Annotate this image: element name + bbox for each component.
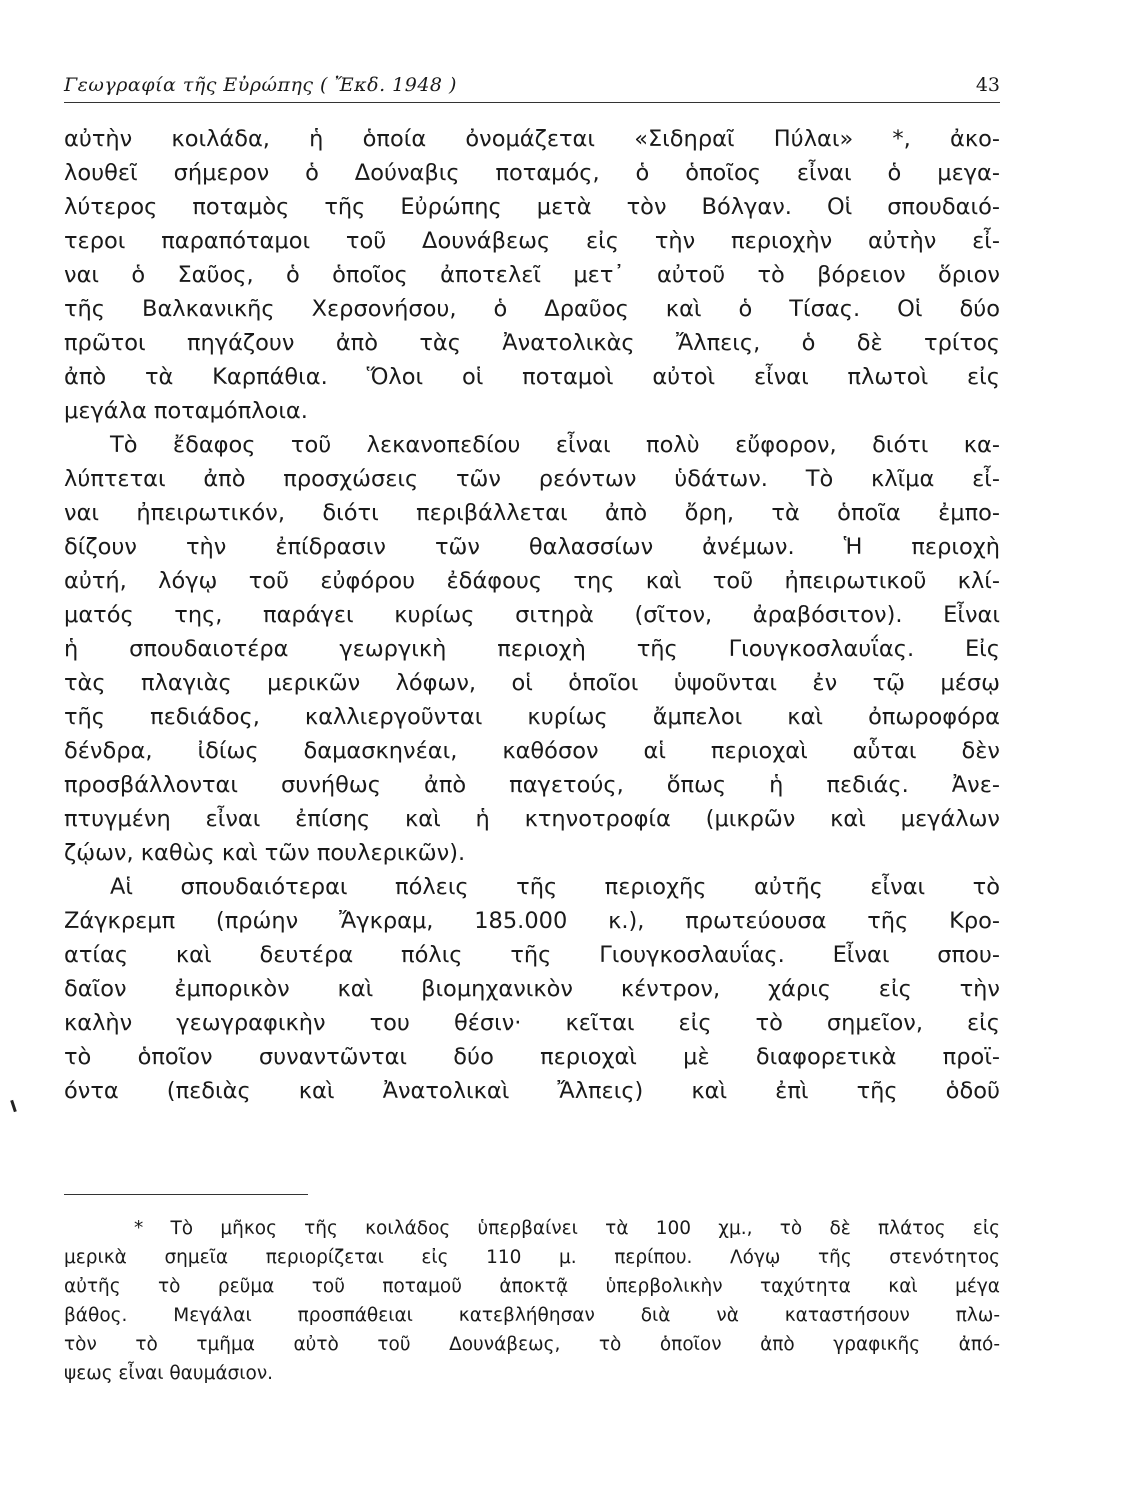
text-line: προσβάλλονται συνήθως ἀπὸ παγετούς, ὅπως ἡ πεδιάς. Ἀνε- [64, 772, 1000, 798]
header-title: Γεωγραφία τῆς Εὐρώπης ( Ἔκδ. 1948 ) [64, 74, 457, 96]
body-text [64, 122, 1000, 1108]
text-line: ματός της, παράγει κυρίως σιτηρὰ (σῖτον, ἀραβόσιτον). Εἶναι [64, 602, 1000, 628]
text-line: μεγάλα ποταμόπλοια. [64, 398, 308, 424]
footnote-block [64, 1214, 1000, 1388]
footnote-line: μερικὰ σημεῖα περιορίζεται εἰς 110 μ. περίπου. Λόγῳ τῆς στενότητος [64, 1247, 1000, 1268]
text-line: λύτερος ποταμὸς τῆς Εὐρώπης μετὰ τὸν Βόλγαν. Οἱ σπουδαιό- [64, 194, 1000, 220]
paragraph-start-line: Αἱ σπουδαιότεραι πόλεις τῆς περιοχῆς αὐτῆς εἶναι τὸ [110, 874, 1000, 900]
margin-pencil-mark [10, 1100, 17, 1112]
running-header [64, 72, 1000, 103]
text-line: αὐτὴν κοιλάδα, ἡ ὁποία ὀνομάζεται «Σιδηραῖ Πύλαι» *, ἀκο- [64, 126, 1000, 152]
text-line: λουθεῖ σήμερον ὁ Δούναβις ποταμός, ὁ ὁποῖος εἶναι ὁ μεγα- [64, 160, 1000, 186]
text-line: όντα (πεδιὰς καὶ Ἀνατολικαὶ Ἄλπεις) καὶ ἐπὶ τῆς ὁδοῦ [64, 1078, 1000, 1104]
text-line: δίζουν τὴν ἐπίδρασιν τῶν θαλασσίων ἀνέμων. Ἡ περιοχὴ [64, 534, 1000, 560]
footnote-line: βάθος. Μεγάλαι προσπάθειαι κατεβλήθησαν διὰ νὰ καταστήσουν πλω- [64, 1305, 1000, 1326]
footnote-line: * Τὸ μῆκος τῆς κοιλάδος ὑπερβαίνει τὰ 100 χμ., τὸ δὲ πλάτος εἰς [134, 1218, 1000, 1239]
footnote-divider [64, 1194, 308, 1195]
text-line: ἀπὸ τὰ Καρπάθια. Ὅλοι οἱ ποταμοὶ αὐτοὶ εἶναι πλωτοὶ εἰς [64, 364, 1000, 390]
text-line: ζῴων, καθὼς καὶ τῶν πουλερικῶν). [64, 840, 466, 866]
text-line: ναι ἠπειρωτικόν, διότι περιβάλλεται ἀπὸ ὄρη, τὰ ὁποῖα ἐμπο- [64, 500, 1000, 526]
text-line: ατίας καὶ δευτέρα πόλις τῆς Γιουγκοσλαυΐας. Εἶναι σπου- [64, 942, 1000, 968]
footnote-line: αὐτῆς τὸ ρεῦμα τοῦ ποταμοῦ ἀποκτᾷ ὑπερβολικὴν ταχύτητα καὶ μέγα [64, 1276, 1000, 1297]
footnote-line: τὸν τὸ τμῆμα αὐτὸ τοῦ Δουνάβεως, τὸ ὁποῖον ἀπὸ γραφικῆς ἀπό- [64, 1334, 1000, 1355]
text-line: Ζάγκρεμπ (πρώην Ἄγκραμ, 185.000 κ.), πρωτεύουσα τῆς Κρο- [64, 908, 1000, 934]
text-line: καλὴν γεωγραφικὴν του θέσιν· κεῖται εἰς τὸ σημεῖον, εἰς [64, 1010, 1000, 1036]
text-line: δένδρα, ἰδίως δαμασκηνέαι, καθόσον αἱ περιοχαὶ αὗται δὲν [64, 738, 1000, 764]
text-line: τεροι παραπόταμοι τοῦ Δουνάβεως εἰς τὴν περιοχὴν αὐτὴν εἶ- [64, 228, 1000, 254]
text-line: τῆς πεδιάδος, καλλιεργοῦνται κυρίως ἄμπελοι καὶ ὀπωροφόρα [64, 704, 1000, 730]
paragraph-start-line: Τὸ ἔδαφος τοῦ λεκανοπεδίου εἶναι πολὺ εὔφορον, διότι κα- [110, 432, 1000, 458]
text-line: λύπτεται ἀπὸ προσχώσεις τῶν ρεόντων ὑδάτων. Τὸ κλῖμα εἶ- [64, 466, 1000, 492]
text-line: πτυγμένη εἶναι ἐπίσης καὶ ἡ κτηνοτροφία (μικρῶν καὶ μεγάλων [64, 806, 1000, 832]
text-line: ναι ὁ Σαῦος, ὁ ὁποῖος ἀποτελεῖ μετ᾽ αὐτοῦ τὸ βόρειον ὅριον [64, 262, 1000, 288]
text-line: τῆς Βαλκανικῆς Χερσονήσου, ὁ Δραῦος καὶ ὁ Τίσας. Οἱ δύο [64, 296, 1000, 322]
text-line: αὐτή, λόγῳ τοῦ εὐφόρου ἐδάφους της καὶ τοῦ ἠπειρωτικοῦ κλί- [64, 568, 1000, 594]
text-line: πρῶτοι πηγάζουν ἀπὸ τὰς Ἀνατολικὰς Ἄλπεις, ὁ δὲ τρίτος [64, 330, 1000, 356]
text-line: τὰς πλαγιὰς μερικῶν λόφων, οἱ ὁποῖοι ὑψοῦνται ἐν τῷ μέσῳ [64, 670, 1000, 696]
footnote-line: ψεως εἶναι θαυμάσιον. [64, 1363, 274, 1384]
text-line: ἡ σπουδαιοτέρα γεωργικὴ περιοχὴ τῆς Γιουγκοσλαυΐας. Εἰς [64, 636, 1000, 662]
page-number: 43 [975, 74, 1000, 96]
text-line: τὸ ὁποῖον συναντῶνται δύο περιοχαὶ μὲ διαφορετικὰ προϊ- [64, 1044, 1000, 1070]
text-line: δαῖον ἐμπορικὸν καὶ βιομηχανικὸν κέντρον, χάρις εἰς τὴν [64, 976, 1000, 1002]
